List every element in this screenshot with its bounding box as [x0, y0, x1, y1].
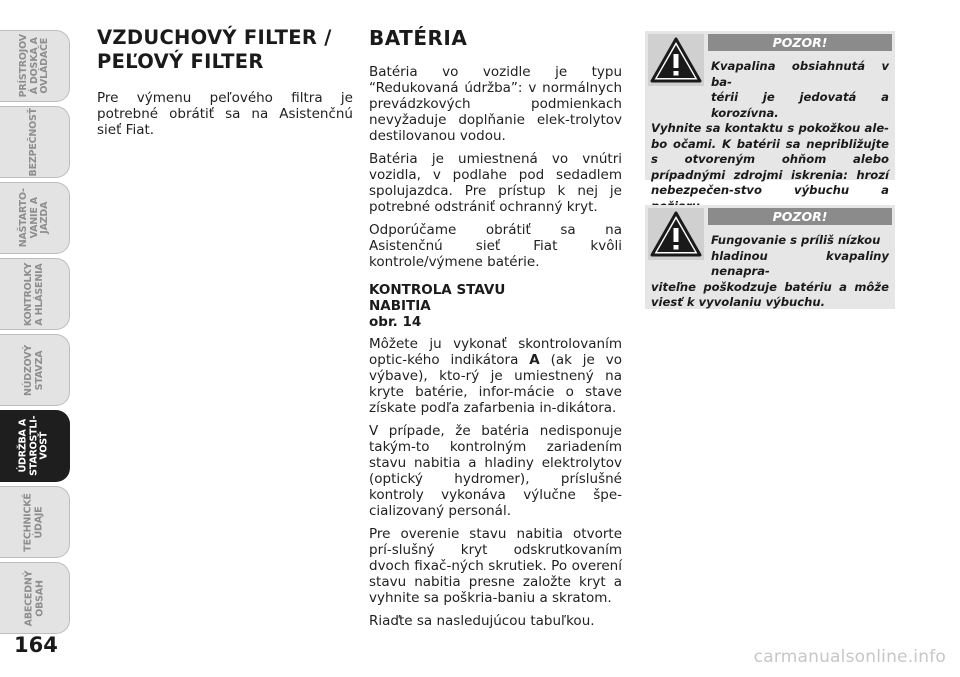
warning-text-line: Fungovanie s príliš nízkou	[711, 233, 881, 247]
battery-paragraph: Odporúčame obrátiť sa na Asistenčnú sieť Fiat kvôli kontrole/výmene batérie.	[369, 222, 622, 270]
tab-label: NÚDZOVÝ STAVZA	[23, 344, 45, 396]
tab-label: ABECEDNÝ OBSAH	[22, 570, 45, 626]
tab-nastartovanie[interactable]	[0, 182, 70, 254]
subtitle-line: KONTROLA STAVU	[369, 282, 506, 298]
warning-triangle-icon	[648, 208, 704, 260]
page-number: 164	[14, 633, 58, 657]
battery-section	[369, 26, 622, 636]
charge-check-subtitle	[369, 282, 622, 330]
watermark: carmanualsonline.info	[753, 647, 946, 667]
tab-udrzba-active[interactable]	[0, 410, 70, 482]
tab-kontrolky[interactable]	[0, 258, 70, 330]
filter-paragraph: Pre výmenu peľového filtra je potrebné obrátiť sa na Asistenčnú sieť Fiat.	[97, 90, 353, 138]
warning-text-line: Kvapalina obsiahnutá v ba-	[711, 59, 889, 89]
battery-paragraph: Pre overenie stavu nabitia otvorte prí-slušný kryt odskrutkovaním dvoch fixač-ných skrutiek. Po overení stavu nabitia presne založte kryt a vyhnite sa poškria-baniu a skratom.	[369, 526, 622, 606]
warning-text-line: térii je jedovatá a korozívna.	[711, 90, 889, 120]
tab-abecedny-obsah[interactable]	[0, 562, 70, 634]
warning-badge: POZOR!	[708, 34, 892, 51]
warning-text-rest: Vyhnite sa kontaktu s pokožkou ale-bo očami. K batérii sa nepribližujte s otvoreným ohňom alebo prípadnými zdrojmi iskrenia: hrozí nebezpečen-stvo výbuchu a	[651, 121, 889, 197]
subtitle-line	[369, 298, 622, 330]
figure-reference: obr. 14	[369, 314, 422, 330]
title-line: VZDUCHOVÝ FILTER /	[97, 26, 332, 49]
warning-badge: POZOR!	[708, 208, 892, 225]
title-line: PEĽOVÝ FILTER	[97, 50, 264, 73]
tab-label: ÚDRŽBA A STAROSTLI- VOSŤ	[17, 415, 50, 477]
indicator-letter: A	[529, 352, 540, 368]
warning-text-line: hladinou kvapaliny nenapra-	[711, 248, 889, 278]
tab-label: BEZPEČNOSŤ	[28, 107, 40, 177]
warning-box	[645, 31, 895, 197]
tab-technicke-udaje[interactable]	[0, 486, 70, 558]
battery-paragraph: Batéria vo vozidle je typu “Redukovaná údržba”: v normálnych prevádzkových podmienkach nevyžaduje doplňanie elek-trolytov destilovanou vodou.	[369, 64, 622, 144]
tab-nudzovy-stav[interactable]	[0, 334, 70, 406]
tab-pristrojova-doska[interactable]	[0, 30, 70, 102]
tab-label: TECHNICKÉ ÚDAJE	[23, 492, 45, 552]
battery-paragraph: Batéria je umiestnená vo vnútri vozidla, v podlahe pod sedadlem spolujazdca. Pre prístup k nej je potrebné odstrániť ochranný kryt.	[369, 151, 622, 215]
battery-paragraph	[369, 336, 622, 416]
warning-box	[645, 205, 895, 309]
tab-label: NAŠTARTO- VANIE A JAZDA	[17, 188, 50, 248]
paragraph-text: (ak je vo výbave), kto-rý je umiestnený na kryte batérie, infor-mácie o stave získate podľa zafarbenia in-dikátora.	[369, 352, 622, 416]
battery-paragraph: Riaďte sa nasledujúcou tabuľkou.	[369, 613, 595, 629]
tab-bezpecnost[interactable]	[0, 106, 70, 178]
subtitle-text: NABITIA	[369, 298, 431, 314]
filter-section-title	[97, 26, 353, 74]
warning-triangle-icon	[648, 34, 704, 86]
battery-paragraph: V prípade, že batéria nedisponuje takým-to kontrolným zariadením stavu nabitia a hladiny elektrolytov (optický hydromer), príslušné kontroly vykonáva výlučne špe-cializovaný personál.	[369, 423, 622, 519]
paragraph-text: Môžete ju vykonať skontrolovaním optic-kého indikátora	[369, 336, 622, 368]
battery-section-title: BATÉRIA	[369, 26, 468, 50]
warning-text-rest: viteľne poškodzuje batériu a môže viesť k vyvolaniu výbuchu.	[651, 279, 889, 309]
filter-section	[97, 26, 353, 145]
tab-label: PRÍSTROJOV Á DOSKA A OVLÁDAČE	[17, 34, 50, 98]
tab-label: KONTROLKY A HLÁSENIA	[22, 262, 45, 326]
